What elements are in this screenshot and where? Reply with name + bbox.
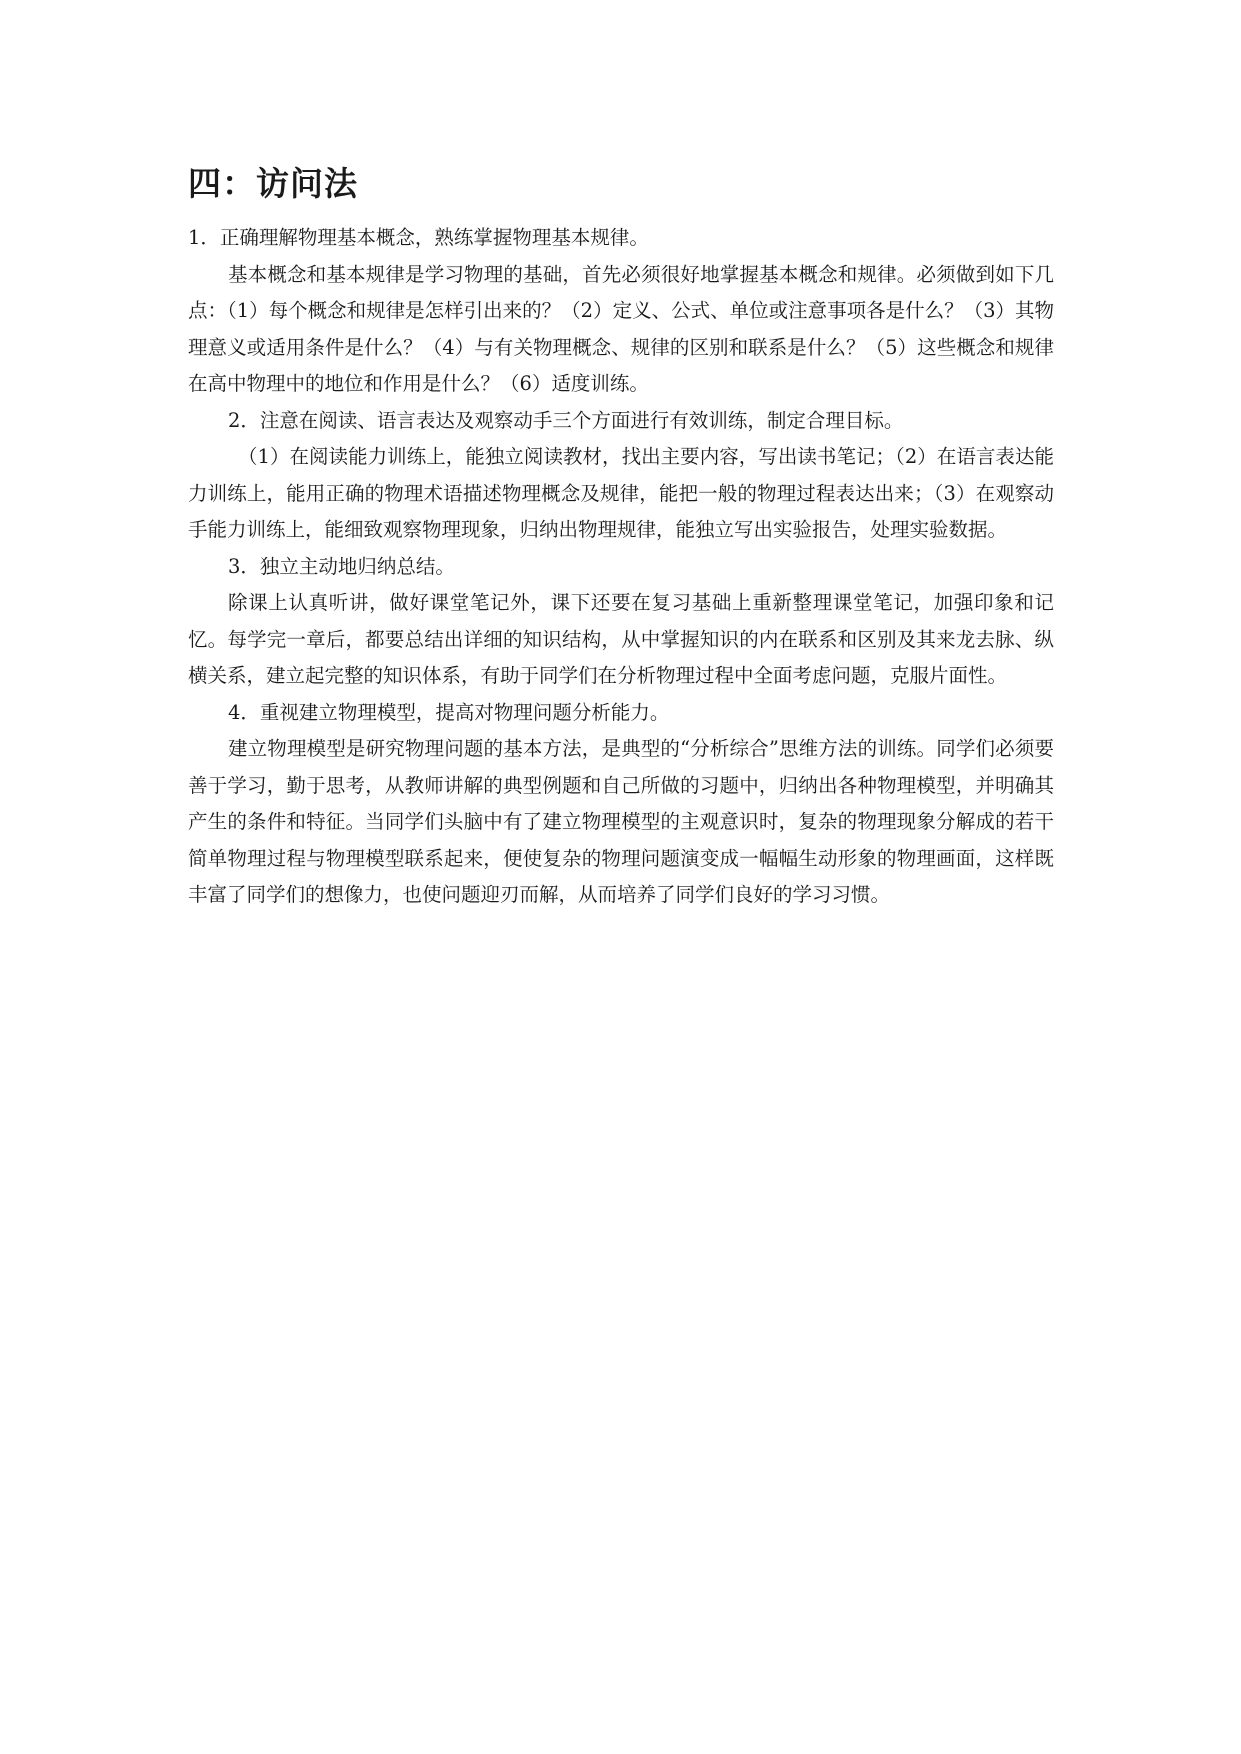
point-1-body: 基本概念和基本规律是学习物理的基础，首先必须很好地掌握基本概念和规律。必须做到如下几点：（1）每个概念和规律是怎样引出来的？（2）定义、公式、单位或注意事项各是什么？（3）其物理意义或适用条件是什么？（4）与有关物理概念、规律的区别和联系是什么？（5）这些概念和规律在高中物理中的地位和作用是什么？（6）适度训练。 bbox=[188, 262, 1054, 395]
point-2-body: （1）在阅读能力训练上，能独立阅读教材，找出主要内容，写出读书笔记；（2）在语言表达能力训练上，能用正确的物理术语描述物理概念及规律，能把一般的物理过程表达出来；（3）在观察动手能力训练上，能细致观察物理现象，归纳出物理规律，能独立写出实验报告，处理实验数据。 bbox=[188, 445, 1054, 541]
point-2-heading: 2．注意在阅读、语言表达及观察动手三个方面进行有效训练，制定合理目标。 bbox=[228, 408, 904, 432]
point-3-body: 除课上认真听讲，做好课堂笔记外，课下还要在复习基础上重新整理课堂笔记，加强印象和记忆。每学完一章后，都要总结出详细的知识结构，从中掌握知识的内在联系和区别及其来龙去脉、纵横关系，建立起完整的知识体系，有助于同学们在分析物理过程中全面考虑问题，克服片面性。 bbox=[188, 591, 1054, 687]
point-3-heading: 3．独立主动地归纳总结。 bbox=[228, 554, 455, 578]
document-content bbox=[188, 162, 1054, 914]
point-4-body: 建立物理模型是研究物理问题的基本方法，是典型的“分析综合”思维方法的训练。同学们必须要善于学习，勤于思考，从教师讲解的典型例题和自己所做的习题中，归纳出各种物理模型，并明确其产生的条件和特征。当同学们头脑中有了建立物理模型的主观意识时，复杂的物理现象分解成的若干简单物理过程与物理模型联系起来，便使复杂的物理问题演变成一幅幅生动形象的物理画面，这样既丰富了同学们的想像力，也使问题迎刃而解，从而培养了同学们良好的学习习惯。 bbox=[188, 737, 1054, 906]
section-title: 四：访问法 bbox=[188, 164, 358, 203]
point-4-heading: 4．重视建立物理模型，提高对物理问题分析能力。 bbox=[228, 700, 670, 724]
point-1-heading: 1．正确理解物理基本概念，熟练掌握物理基本规律。 bbox=[188, 226, 649, 249]
